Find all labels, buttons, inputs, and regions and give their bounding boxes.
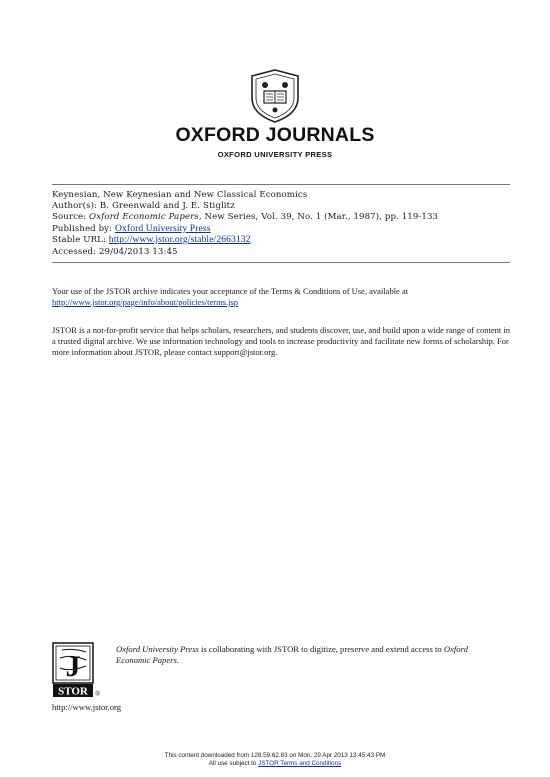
collab-text: is collaborating with JSTOR to digitize, preserve and extend access to [198, 644, 444, 654]
stable-url-label: Stable URL: [52, 235, 106, 245]
registered-mark: ® [95, 690, 101, 698]
terms-link[interactable]: http://www.jstor.org/page/info/about/policies/terms.jsp [52, 297, 239, 307]
article-title: Keynesian, New Keynesian and New Classical Economics [52, 190, 308, 200]
oxford-journals-wordmark: OXFORD JOURNALS [175, 124, 375, 146]
middle-divider [52, 262, 510, 263]
terms-text: Your use of the JSTOR archive indicates your acceptance of the Terms & Conditions of Use, available at [52, 286, 409, 296]
collab-journal: Oxford Economic Papers. [116, 644, 468, 665]
source-label: Source: [52, 212, 87, 222]
collaboration-statement [116, 644, 496, 666]
download-notice: This content downloaded from 128.59.62.83 on Mon, 29 Apr 2013 13:45:43 PM [164, 752, 386, 759]
jstor-logo-letter: J [65, 650, 81, 683]
published-label: Published by: [52, 224, 113, 234]
terms-footer [0, 760, 550, 767]
stable-url-line [52, 234, 251, 246]
oxford-seal-icon [248, 68, 302, 124]
jstor-url: http://www.jstor.org [52, 702, 121, 712]
stable-url-link[interactable]: http://www.jstor.org/stable/2663132 [108, 234, 251, 245]
source-details: , New Series, Vol. 39, No. 1 (Mar., 1987), pp. 119-133 [198, 212, 439, 222]
top-divider [52, 184, 510, 185]
terms-footer-prefix: All use subject to [208, 760, 259, 767]
accessed-date: Accessed: 29/04/2013 13:45 [52, 247, 178, 257]
source-journal: Oxford Economic Papers [89, 212, 199, 222]
oxford-university-press-wordmark: OXFORD UNIVERSITY PRESS [217, 150, 333, 159]
source-line [52, 212, 438, 223]
authors-line [52, 201, 235, 212]
terms-notice [52, 286, 512, 308]
jstor-logo-icon [52, 642, 94, 698]
jstor-about-paragraph: JSTOR is a not-for-profit service that helps scholars, researchers, and students discover, use, and build upon a wide range of content in a trusted digital archive. We use information technology and tools to increase productivity and facilitate new forms of scholarship. For more information about JSTOR, please contact support@jstor.org. [52, 325, 510, 357]
authors-label: Author(s): [52, 201, 98, 211]
terms-footer-link[interactable]: JSTOR Terms and Conditions [258, 760, 342, 767]
publisher-link[interactable]: Oxford University Press [114, 223, 211, 234]
collab-publisher: Oxford University Press [116, 644, 199, 654]
authors-value: B. Greenwald and J. E. Stiglitz [99, 201, 235, 211]
jstor-logo-word: STOR [58, 685, 88, 698]
